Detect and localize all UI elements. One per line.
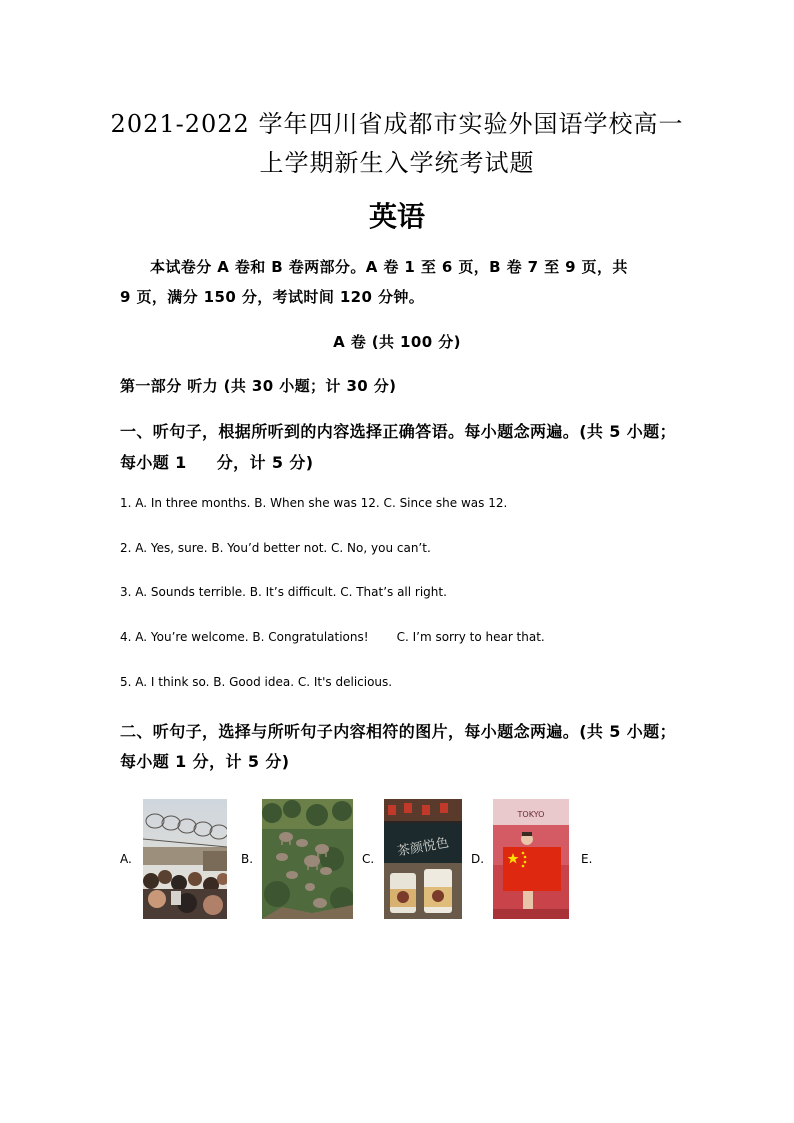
- picture-label-b: B.: [241, 852, 254, 866]
- picture-c-tea-shop-drinks: [384, 799, 462, 919]
- question-4-option-c: C. I’m sorry to hear that.: [396, 630, 545, 644]
- question-4: [120, 630, 545, 644]
- part-one-heading: 第一部分 听力 (共 30 小题；计 30 分): [120, 377, 397, 395]
- section-one-instruction-line-1: 一、听句子，根据所听到的内容选择正确答语。每小题念两遍。(共 5 小题；: [120, 422, 676, 441]
- question-1: 1. A. In three months. B. When she was 12. C. Since she was 12.: [120, 496, 508, 510]
- question-4-options-ab: 4. A. You’re welcome. B. Congratulations!: [120, 630, 369, 644]
- picture-d-athlete-with-flag: [493, 799, 569, 919]
- subject-heading: 英语: [368, 200, 425, 233]
- intro-line-1: 本试卷分 A 卷和 B 卷两部分。A 卷 1 至 6 页，B 卷 7 至 9 页，共: [150, 258, 628, 276]
- section-one-instruction-part-a: 每小题 1: [120, 453, 187, 472]
- picture-label-d: D.: [471, 852, 485, 866]
- picture-label-c: C.: [362, 852, 375, 866]
- picture-a-crowd-at-fence: [143, 799, 227, 919]
- section-one-instruction-line-2: [120, 450, 314, 473]
- tokyo-banner-text: TOKYO: [517, 810, 545, 819]
- section-one-instruction-part-b: 分，计 5 分): [216, 453, 314, 472]
- picture-label-e: E.: [581, 852, 593, 866]
- section-a-heading: A 卷 (共 100 分): [333, 333, 461, 351]
- section-two-instruction-line-2: 每小题 1 分，计 5 分): [120, 752, 290, 771]
- picture-b-elephant-herd: [262, 799, 353, 919]
- question-2: 2. A. Yes, sure. B. You’d better not. C. No, you can’t.: [120, 541, 431, 555]
- question-3: 3. A. Sounds terrible. B. It’s difficult. C. That’s all right.: [120, 585, 447, 599]
- intro-line-2: 9 页，满分 150 分，考试时间 120 分钟。: [120, 288, 425, 306]
- question-5: 5. A. I think so. B. Good idea. C. It's delicious.: [120, 675, 393, 689]
- exam-title-line-2: 上学期新生入学统考试题: [259, 149, 535, 177]
- section-two-instruction-line-1: 二、听句子，选择与所听句子内容相符的图片，每小题念两遍。(共 5 小题；: [120, 722, 676, 741]
- exam-title-line-1: 2021-2022 学年四川省成都市实验外国语学校高一: [110, 110, 684, 138]
- tea-shop-sign-text: 茶颜悦色: [396, 835, 451, 860]
- picture-label-a: A.: [120, 852, 132, 866]
